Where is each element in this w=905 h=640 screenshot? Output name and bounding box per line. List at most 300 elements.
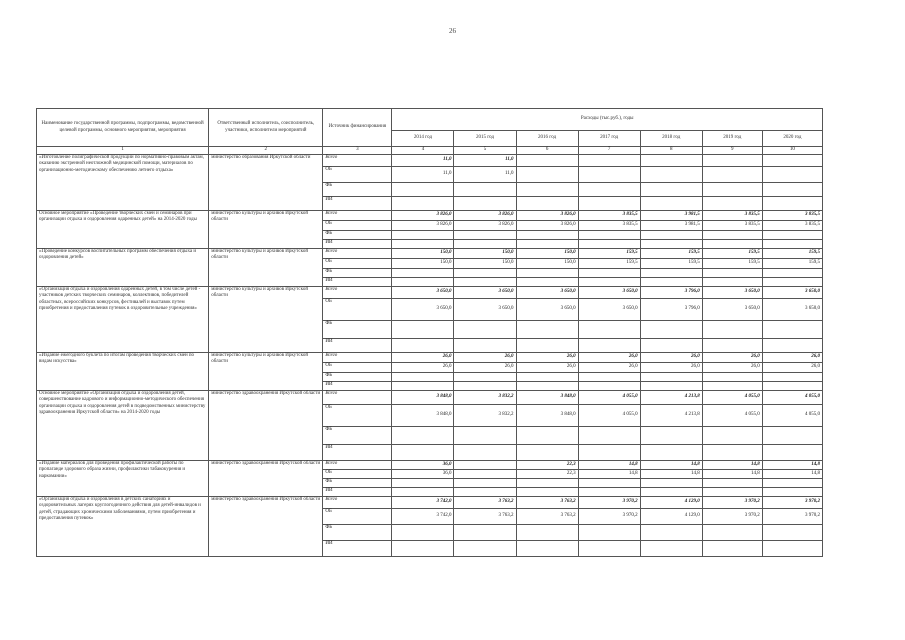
expense-total: 3 650,0	[622, 289, 638, 295]
table-row	[37, 461, 823, 470]
expense-value: 3 650,0	[516, 299, 578, 321]
expense-value	[516, 155, 578, 167]
expense-value: 26,0	[640, 363, 702, 373]
expense-value	[578, 461, 640, 470]
row-name: «Проведение конкурсов воспитательных программ обеспечения отдыха и оздоровления детей»	[37, 249, 209, 287]
expense-value	[454, 461, 516, 470]
expense-value	[392, 382, 454, 391]
header-year: 2020 год	[762, 131, 822, 147]
expense-value	[516, 461, 578, 470]
expense-value	[392, 249, 454, 259]
row-executor: министерство культуры и архивов Иркутской области	[209, 249, 323, 287]
expense-value	[578, 197, 640, 211]
expense-total: 22,3	[566, 461, 576, 467]
funding-source: Всего	[323, 497, 392, 509]
expense-value: 159,5	[578, 259, 640, 269]
expense-total: 3 848,0	[436, 394, 452, 400]
expense-value	[454, 382, 516, 391]
header-year: 2016 год	[516, 131, 578, 147]
header-executor: Ответственный исполнитель, соисполнитель, участники, исполнители мероприятий	[209, 109, 323, 147]
expense-value: 3 742,0	[392, 509, 454, 525]
table-row	[37, 287, 823, 299]
funding-source: ФБ	[323, 525, 392, 541]
funding-source: ФБ	[323, 269, 392, 278]
expense-value	[578, 321, 640, 339]
expense-value	[640, 541, 702, 557]
funding-source: ОБ	[323, 299, 392, 321]
expense-value: 3 650,0	[392, 299, 454, 321]
expense-total: 3 835,5	[622, 212, 638, 218]
expense-value	[762, 249, 822, 259]
expense-value	[578, 497, 640, 509]
expense-total: 11,0	[505, 157, 514, 163]
expense-value	[392, 445, 454, 461]
expense-value: 159,5	[702, 259, 762, 269]
funding-source: ИИ	[323, 339, 392, 353]
expense-value	[454, 479, 516, 488]
expense-value: 26,0	[392, 363, 454, 373]
expense-value	[578, 155, 640, 167]
expense-value	[762, 287, 822, 299]
expense-value	[640, 353, 702, 363]
header-expenses: Расходы (тыс.руб.), годы	[392, 109, 823, 131]
expense-total: 3 832,2	[498, 394, 514, 400]
expense-value	[762, 211, 822, 221]
expense-value	[640, 525, 702, 541]
expense-value	[454, 470, 516, 479]
funding-source: ОБ	[323, 167, 392, 183]
expense-value	[578, 231, 640, 240]
expense-value	[640, 445, 702, 461]
expense-total: 3 970,2	[744, 499, 760, 505]
expense-value	[578, 479, 640, 488]
expense-value	[392, 488, 454, 497]
row-name: «Издание материалов для проведения профилактической работы по пропаганде здорового образа жизни, профилактики табакокурения и наркомании»	[37, 461, 209, 497]
expense-value	[640, 269, 702, 278]
table-row	[37, 391, 823, 405]
expense-total: 26,0	[690, 354, 700, 360]
funding-source: ИИ	[323, 488, 392, 497]
budget-table	[36, 108, 823, 557]
expense-value	[762, 373, 822, 382]
expense-value	[516, 167, 578, 183]
expense-value	[516, 391, 578, 405]
expense-value	[762, 497, 822, 509]
expense-value	[516, 231, 578, 240]
header-source: Источник финансирования	[323, 109, 392, 147]
expense-total: 3 970,2	[622, 499, 638, 505]
row-name: «Изготовление полиграфической продукции по нормативно-правовым актам, оказанию экстренной неотложной медицинской помощи, материалов по организационно-методическому обеспечению летнего отдыха»	[37, 155, 209, 211]
row-executor: министерство здравоохранения Иркутской области	[209, 497, 323, 557]
funding-source: ИИ	[323, 278, 392, 287]
expense-total: 3 981,5	[684, 212, 700, 218]
expense-value	[516, 525, 578, 541]
expense-total: 3 763,2	[560, 499, 576, 505]
expense-value	[516, 427, 578, 445]
expense-value: 3 650,0	[578, 299, 640, 321]
expense-value	[762, 339, 822, 353]
expense-total: 159,5	[688, 250, 700, 256]
expense-value	[762, 382, 822, 391]
expense-value	[578, 382, 640, 391]
expense-value: 26,0	[762, 363, 822, 373]
expense-value	[762, 240, 822, 249]
expense-value: 4 213,8	[640, 405, 702, 427]
expense-value	[516, 321, 578, 339]
expense-total: 4 055,0	[805, 394, 820, 400]
funding-source: ОБ	[323, 470, 392, 479]
row-executor: министерство культуры и архивов Иркутской области	[209, 353, 323, 391]
expense-value	[392, 461, 454, 470]
expense-value	[702, 321, 762, 339]
expense-value	[702, 479, 762, 488]
expense-value	[578, 249, 640, 259]
expense-value	[516, 197, 578, 211]
expense-value	[640, 461, 702, 470]
expense-value	[702, 391, 762, 405]
expense-value	[516, 339, 578, 353]
expense-value: 4 055,0	[762, 405, 822, 427]
expense-value: 159,5	[640, 259, 702, 269]
expense-total: 3 826,0	[560, 212, 576, 218]
expense-value: 26,0	[454, 363, 516, 373]
expense-total: 3 835,5	[744, 212, 760, 218]
expense-value	[392, 183, 454, 197]
expense-value	[702, 211, 762, 221]
expense-value	[392, 269, 454, 278]
expense-value	[392, 278, 454, 287]
expense-value	[392, 479, 454, 488]
funding-source: Всего	[323, 391, 392, 405]
expense-value	[702, 373, 762, 382]
expense-value: 3 970,2	[578, 509, 640, 525]
expense-value	[640, 183, 702, 197]
expense-value: 14,8	[762, 470, 822, 479]
expense-total: 159,5	[626, 250, 638, 256]
funding-source: ФБ	[323, 321, 392, 339]
expense-value: 150,0	[454, 259, 516, 269]
table-row	[37, 353, 823, 363]
expense-value	[640, 211, 702, 221]
expense-total: 14,8	[751, 461, 760, 467]
table-row	[37, 249, 823, 259]
expense-total: 3 650,0	[805, 289, 820, 295]
column-number: 8	[640, 147, 702, 155]
expense-value	[762, 197, 822, 211]
expense-total: 26,0	[751, 354, 760, 360]
expense-value	[702, 167, 762, 183]
expense-value: 3 848,0	[392, 405, 454, 427]
expense-value: 3 826,0	[516, 221, 578, 231]
expense-value	[578, 427, 640, 445]
expense-value	[762, 461, 822, 470]
expense-value	[578, 183, 640, 197]
expense-value	[640, 479, 702, 488]
expense-value	[762, 269, 822, 278]
table-header	[37, 109, 823, 155]
expense-total: 3 650,0	[560, 289, 576, 295]
expense-value	[640, 373, 702, 382]
expense-value	[454, 240, 516, 249]
expense-value	[702, 197, 762, 211]
expense-value: 159,5	[762, 259, 822, 269]
column-number: 3	[323, 147, 392, 155]
expense-value	[516, 278, 578, 287]
expense-value	[762, 167, 822, 183]
funding-source: ОБ	[323, 363, 392, 373]
expense-value	[762, 321, 822, 339]
funding-source: ОБ	[323, 259, 392, 269]
expense-value: 14,8	[702, 470, 762, 479]
expense-total: 4 055,0	[622, 394, 638, 400]
expense-value: 3 650,0	[454, 299, 516, 321]
expense-value	[702, 183, 762, 197]
expense-value	[702, 278, 762, 287]
expense-value: 4 055,0	[578, 405, 640, 427]
page-number: 26	[449, 27, 456, 35]
header-year: 2015 год	[454, 131, 516, 147]
funding-source: ИИ	[323, 445, 392, 461]
expense-value	[640, 249, 702, 259]
expense-value	[392, 497, 454, 509]
expense-value	[702, 155, 762, 167]
expense-total: 3 826,0	[436, 212, 452, 218]
expense-value	[578, 240, 640, 249]
expense-total: 26,0	[442, 354, 452, 360]
column-number: 4	[392, 147, 454, 155]
expense-value	[392, 373, 454, 382]
expense-total: 3 835,5	[805, 212, 820, 218]
expense-value: 11,0	[454, 167, 516, 183]
expense-total: 3 650,0	[498, 289, 514, 295]
funding-source: ОБ	[323, 405, 392, 427]
expense-value	[762, 525, 822, 541]
funding-source: ИИ	[323, 382, 392, 391]
funding-source: Всего	[323, 461, 392, 470]
expense-total: 11,0	[443, 157, 452, 163]
expense-value	[578, 167, 640, 183]
expense-value	[516, 541, 578, 557]
expense-value	[702, 382, 762, 391]
expense-value	[640, 391, 702, 405]
expense-value	[762, 231, 822, 240]
expense-value	[762, 445, 822, 461]
expense-value: 14,8	[640, 470, 702, 479]
expense-value	[516, 269, 578, 278]
expense-value	[640, 278, 702, 287]
funding-source: Всего	[323, 353, 392, 363]
expense-value	[702, 497, 762, 509]
table-row	[37, 155, 823, 167]
expense-value	[454, 445, 516, 461]
funding-source: Всего	[323, 211, 392, 221]
expense-value	[454, 525, 516, 541]
expense-value	[454, 427, 516, 445]
expense-value: 3 835,5	[762, 221, 822, 231]
expense-value	[516, 249, 578, 259]
expense-value	[516, 183, 578, 197]
expense-total: 150,0	[564, 250, 576, 256]
funding-source: ИИ	[323, 240, 392, 249]
expense-value	[578, 211, 640, 221]
expense-value	[516, 353, 578, 363]
expense-value	[702, 287, 762, 299]
expense-value: 11,0	[392, 167, 454, 183]
expense-value	[392, 391, 454, 405]
expense-value: 4 055,0	[702, 405, 762, 427]
expense-value	[702, 541, 762, 557]
expense-value	[762, 353, 822, 363]
expense-value	[640, 382, 702, 391]
header-year: 2017 год	[578, 131, 640, 147]
expense-value	[392, 525, 454, 541]
expense-value: 3 650,0	[702, 299, 762, 321]
expense-value	[454, 211, 516, 221]
expense-value	[640, 197, 702, 211]
row-name: Основное мероприятие «Организация отдыха и оздоровления детей, совершенствование кадрового и информационно-методического обеспечения организации отдыха и оздоровления детей в подведомственных министерству здравоохранения Иркутской области» на 2014-2020 годы	[37, 391, 209, 461]
funding-source: ИИ	[323, 197, 392, 211]
header-year: 2014 год	[392, 131, 454, 147]
expense-value	[392, 197, 454, 211]
expense-total: 4 055,0	[744, 394, 760, 400]
expense-value: 3 970,2	[762, 509, 822, 525]
expense-value	[454, 391, 516, 405]
expense-total: 14,8	[690, 461, 700, 467]
expense-total: 3 650,0	[436, 289, 452, 295]
expense-value: 150,0	[516, 259, 578, 269]
expense-value	[392, 155, 454, 167]
expense-value	[640, 321, 702, 339]
expense-total: 3 848,0	[560, 394, 576, 400]
funding-source: Всего	[323, 249, 392, 259]
expense-value	[578, 525, 640, 541]
expense-value: 3 981,5	[640, 221, 702, 231]
expense-value	[578, 339, 640, 353]
expense-value	[516, 479, 578, 488]
expense-value	[702, 427, 762, 445]
expense-value	[640, 488, 702, 497]
expense-value	[454, 353, 516, 363]
expense-value	[702, 353, 762, 363]
expense-value: 3 832,2	[454, 405, 516, 427]
expense-value: 22,3	[516, 470, 578, 479]
expense-value	[454, 488, 516, 497]
expense-value	[578, 287, 640, 299]
row-executor: министерство здравоохранения Иркутской области	[209, 391, 323, 461]
expense-value	[454, 231, 516, 240]
expense-value	[762, 391, 822, 405]
expense-total: 3 742,0	[436, 499, 452, 505]
expense-value	[640, 240, 702, 249]
expense-value	[516, 240, 578, 249]
expense-value	[516, 287, 578, 299]
expense-value	[578, 391, 640, 405]
expense-value	[702, 488, 762, 497]
expense-total: 3 650,0	[744, 289, 760, 295]
expense-value	[640, 287, 702, 299]
expense-value	[392, 339, 454, 353]
column-number: 7	[578, 147, 640, 155]
funding-source: ФБ	[323, 427, 392, 445]
expense-total: 159,5	[808, 250, 820, 256]
expense-value: 3 763,2	[454, 509, 516, 525]
expense-value	[762, 479, 822, 488]
expense-value	[392, 211, 454, 221]
expense-value	[454, 541, 516, 557]
header-year: 2018 год	[640, 131, 702, 147]
row-executor: министерство здравоохранения Иркутской области	[209, 461, 323, 497]
funding-source: ФБ	[323, 231, 392, 240]
expense-total: 14,8	[811, 461, 820, 467]
column-number: 6	[516, 147, 578, 155]
expense-value	[762, 155, 822, 167]
expense-value: 3 835,5	[578, 221, 640, 231]
expense-total: 26,0	[628, 354, 638, 360]
expense-total: 4 213,8	[684, 394, 700, 400]
expense-total: 26,0	[504, 354, 514, 360]
table-row	[37, 497, 823, 509]
expense-total: 4 129,0	[684, 499, 700, 505]
expense-value	[762, 541, 822, 557]
expense-value	[702, 249, 762, 259]
expense-total: 26,0	[811, 354, 820, 360]
expense-value	[454, 197, 516, 211]
expense-value	[578, 445, 640, 461]
expense-value	[702, 240, 762, 249]
expense-total: 3 826,0	[498, 212, 514, 218]
expense-value: 26,0	[578, 363, 640, 373]
expense-total: 3 970,2	[805, 499, 820, 505]
expense-value	[454, 373, 516, 382]
expense-value	[762, 183, 822, 197]
expense-value	[640, 497, 702, 509]
expense-value: 3 650,0	[762, 299, 822, 321]
expense-value	[702, 461, 762, 470]
expense-value	[762, 427, 822, 445]
expense-value	[762, 488, 822, 497]
expense-value	[454, 269, 516, 278]
expense-value	[640, 339, 702, 353]
expense-total: 150,0	[502, 250, 514, 256]
row-executor: министерство культуры и архивов Иркутской области	[209, 211, 323, 249]
expense-value	[392, 427, 454, 445]
expense-value	[392, 287, 454, 299]
expense-value	[516, 373, 578, 382]
expense-value	[392, 240, 454, 249]
expense-value	[578, 488, 640, 497]
expense-value	[392, 353, 454, 363]
expense-value	[392, 321, 454, 339]
funding-source: ФБ	[323, 373, 392, 382]
funding-source: ФБ	[323, 183, 392, 197]
expense-value	[702, 339, 762, 353]
expense-total: 36,0	[442, 461, 452, 467]
expense-value	[516, 488, 578, 497]
row-executor: министерство образования Иркутской области	[209, 155, 323, 211]
row-name: Основное мероприятие «Проведение творческих смен и семинаров при организации отдыха и оздоровления одаренных детей» на 2014-2020 годы	[37, 211, 209, 249]
expense-total: 3 763,2	[498, 499, 514, 505]
expense-value	[516, 445, 578, 461]
expense-value: 3 970,2	[702, 509, 762, 525]
funding-source: ОБ	[323, 221, 392, 231]
header-year: 2019 год	[702, 131, 762, 147]
expense-value: 3 826,0	[392, 221, 454, 231]
expense-value: 26,0	[702, 363, 762, 373]
expense-value	[640, 167, 702, 183]
expense-value	[702, 231, 762, 240]
expense-value	[392, 231, 454, 240]
expense-value	[516, 382, 578, 391]
